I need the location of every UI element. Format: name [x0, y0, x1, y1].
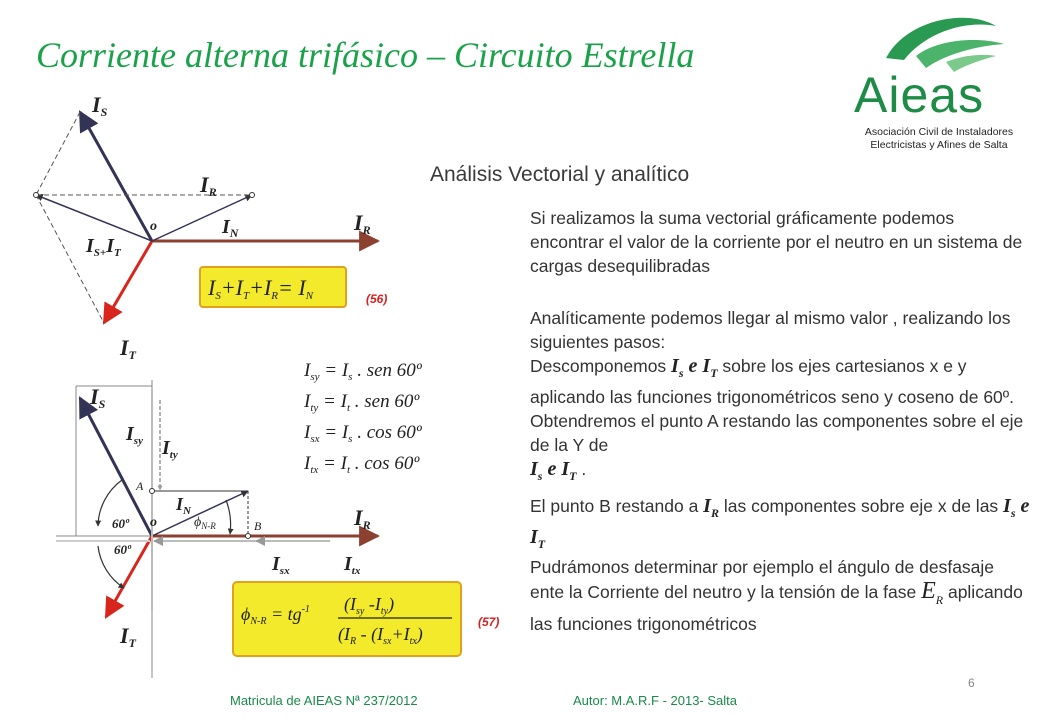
point-a-dot	[150, 489, 155, 494]
paragraph-2-text1: Descomponemos	[530, 356, 672, 376]
point-b-dot	[246, 534, 251, 539]
label-angle-1: 60º	[112, 516, 129, 531]
paragraph-3	[530, 494, 1030, 556]
vector-is: $I_s$	[671, 355, 684, 380]
dashed-parallel-1	[36, 112, 80, 195]
logo-subtitle-line2: Electricistas y Afines de Salta	[870, 139, 1008, 151]
section-title: Análisis Vectorial y analítico	[430, 163, 690, 186]
vector-is-line	[80, 112, 152, 241]
label-ir: IR	[354, 210, 371, 237]
vector-it-2: $I_T$	[561, 458, 577, 483]
equation-56: IS+IT+IR= IN	[208, 275, 314, 302]
logo-subtitle	[846, 126, 1032, 152]
vector-is-3: $I_s$	[1003, 495, 1016, 520]
equation-ity: $I_{ty} = I_t$ . sen 60º	[304, 391, 420, 414]
vector-er: $E_R$	[921, 578, 944, 607]
vector-sum-line	[36, 195, 152, 241]
page-number: 6	[968, 676, 975, 690]
dashed-parallel-2	[36, 195, 104, 323]
vector-is-2: $I_s$	[530, 458, 543, 483]
equation-isx: $I_{sx} = I_s$ . cos 60º	[304, 422, 422, 445]
vector-it-3: $I_T$	[530, 526, 546, 551]
paragraph-3-text1: El punto B restando a	[530, 496, 704, 516]
paragraph-4-text2: aplicando las funciones trigonométricos	[530, 582, 1023, 634]
label-in-2: $I_N$	[176, 494, 191, 517]
label-in: $I_N$	[222, 216, 239, 240]
svg-text:ϕN-R = tg-1: $\phi_{N-R} = tg^{-1}$	[241, 604, 310, 627]
conj-e-2: e	[542, 458, 562, 480]
label-it-2: IT	[120, 623, 136, 650]
label-point-b: B	[254, 519, 262, 533]
component-equations	[303, 360, 423, 476]
point-end-2	[250, 193, 255, 198]
aieas-logo	[846, 10, 1032, 150]
footer-author: Autor: M.A.R.F - 2013- Salta	[573, 693, 738, 708]
label-angle-2: 60º	[114, 542, 131, 557]
label-it: IT	[120, 335, 136, 362]
vector-diagrams	[0, 80, 520, 700]
logo-subtitle-line1: Asociación Civil de Instaladores	[864, 126, 1014, 138]
label-isx: $I_{sx}$	[272, 553, 290, 577]
paragraph-1: Si realizamos la suma vectorial gráficamente podemos encontrar el valor de la corriente por el neutro en un sistema de cargas desequilibradas	[530, 208, 1023, 276]
label-ir-translated: IR	[200, 172, 217, 199]
label-itx: $I_{tx}$	[344, 553, 361, 577]
paragraph-4	[530, 555, 1030, 636]
label-ir-2: IR	[354, 505, 371, 532]
label-point-a: A	[136, 479, 144, 493]
footer-registration: Matricula de AIEAS Nª 237/2012	[230, 693, 418, 708]
conj-e-3: e	[1015, 495, 1030, 517]
svg-text:(IR - (Isx+Itx): ($I_R - (I_{sx}+I_{tx})$	[338, 624, 423, 647]
label-origin-2: o	[150, 515, 157, 530]
equation-itx: $I_{tx} = I_t$ . cos 60º	[304, 453, 420, 476]
vector-it: $I_T$	[702, 355, 718, 380]
slide-title: Corriente alterna trifásico – Circuito Estrella	[36, 35, 695, 75]
paragraph-2-intro: Analíticamente podemos llegar al mismo valor , realizando los siguientes pasos:	[530, 308, 1011, 352]
conj-e: e	[683, 355, 703, 377]
paragraph-3-text2: las componentes sobre eje x de las	[718, 496, 1004, 516]
paragraph-2-text2: sobre los ejes cartesianos x e y aplicando las funciones trigonométricos seno y coseno de 60º. Obtendremos el punto A restando las componentes sobre el eje de la Y de	[530, 356, 1024, 455]
equation-number-56: (56)	[366, 292, 388, 306]
label-ity: $I_{ty}$	[162, 437, 178, 461]
label-is: IS	[92, 92, 108, 119]
paragraph-4-text1: Pudrámonos determinar por ejemplo el ángulo de desfasaje ente la Corriente del neutro y la tensión de la fase	[530, 557, 995, 602]
paragraph-2	[530, 306, 1030, 488]
svg-text:(Isy -Ity): ($I_{sy}$ $-I_{ty}$)	[344, 594, 395, 617]
equation-isy: $I_{sy} = I_s$ . sen 60º	[304, 360, 422, 383]
diagram-1	[34, 92, 379, 362]
logo-wordmark: Aieas	[854, 67, 985, 123]
point-end-1	[34, 193, 39, 198]
diagram-2	[56, 360, 461, 678]
label-origin: o	[150, 219, 157, 234]
label-sum: $I_{S+}I_T$	[86, 235, 121, 259]
label-isy: $I_{sy}$	[126, 423, 143, 447]
period: .	[576, 459, 587, 479]
label-is-2: IS	[90, 384, 106, 411]
angle-arc-phi	[226, 500, 231, 534]
label-phi: $\phi_{N-R}$	[194, 515, 216, 531]
vector-ir: $I_R$	[703, 495, 719, 520]
equation-number-57: (57)	[478, 615, 500, 629]
